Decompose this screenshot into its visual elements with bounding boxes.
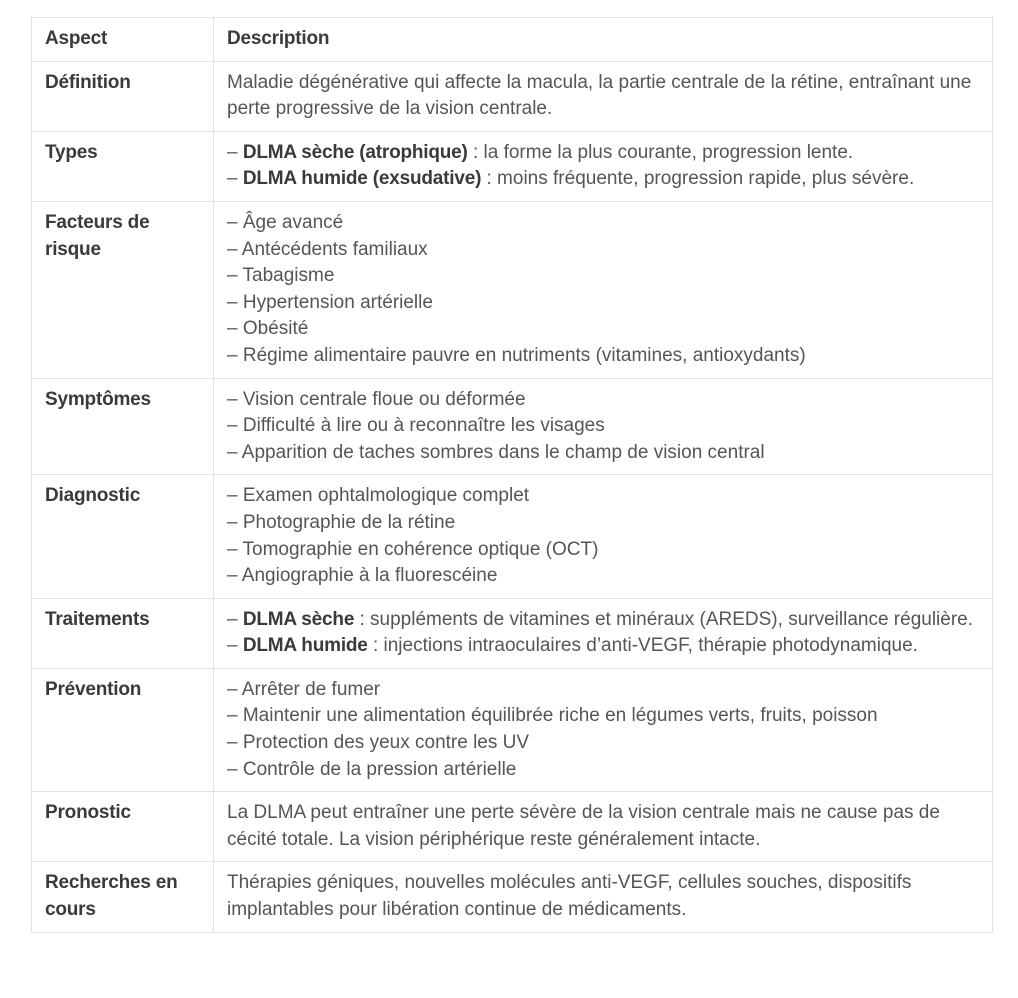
description-line — [227, 607, 979, 634]
row-description — [214, 475, 993, 598]
line-text: – Antécédents familiaux — [227, 238, 428, 260]
row-aspect: Traitements — [32, 598, 214, 668]
table-row — [32, 61, 993, 131]
line-text: – Maintenir une alimentation équilibrée riche en légumes verts, fruits, poisson — [227, 705, 878, 727]
line-text: : suppléments de vitamines et minéraux (AREDS), surveillance régulière. — [354, 608, 974, 630]
table-row — [32, 598, 993, 668]
line-dash: – — [227, 141, 243, 163]
line-text: : la forme la plus courante, progression lente. — [467, 141, 854, 163]
row-description — [214, 598, 993, 668]
description-line — [227, 730, 979, 757]
header-aspect: Aspect — [32, 18, 214, 62]
description-line — [227, 510, 979, 537]
line-text: – Angiographie à la fluorescéine — [227, 565, 498, 587]
line-text: – Examen ophtalmologique complet — [227, 485, 530, 507]
row-aspect: Pronostic — [32, 792, 214, 862]
line-bold-term: DLMA sèche — [242, 608, 355, 630]
description-line — [227, 440, 979, 467]
dlma-info-table — [31, 17, 993, 933]
line-dash: – — [227, 168, 243, 190]
line-text: – Régime alimentaire pauvre en nutriments (vitamines, antioxydants) — [227, 344, 806, 366]
row-aspect: Diagnostic — [32, 475, 214, 598]
description-line — [227, 316, 979, 343]
row-aspect: Prévention — [32, 668, 214, 791]
line-text: Maladie dégénérative qui affecte la macula, la partie centrale de la rétine, entraînant une perte progressive de la vision centrale. — [227, 71, 972, 120]
row-description — [214, 378, 993, 475]
line-dash: – — [227, 635, 243, 657]
table-row — [32, 792, 993, 862]
line-text: – Contrôle de la pression artérielle — [227, 758, 517, 780]
line-text: – Tabagisme — [227, 265, 335, 287]
description-line — [227, 140, 979, 167]
description-line — [227, 483, 979, 510]
table-row — [32, 201, 993, 378]
description-line — [227, 870, 979, 923]
row-aspect: Facteurs de risque — [32, 201, 214, 378]
row-description — [214, 201, 993, 378]
table-row — [32, 475, 993, 598]
line-text: – Photographie de la rétine — [227, 511, 456, 533]
description-line — [227, 343, 979, 370]
header-row — [32, 18, 993, 62]
description-line — [227, 703, 979, 730]
line-bold-term: DLMA humide — [242, 635, 368, 657]
description-line — [227, 677, 979, 704]
row-description — [214, 792, 993, 862]
line-text: La DLMA peut entraîner une perte sévère de la vision centrale mais ne cause pas de cécité totale. La vision périphérique reste généralement intacte. — [227, 802, 940, 850]
row-aspect: Symptômes — [32, 378, 214, 475]
row-aspect: Recherches en cours — [32, 862, 214, 932]
line-text: – Arrêter de fumer — [227, 678, 381, 700]
description-line — [227, 237, 979, 264]
line-text: – Âge avancé — [227, 211, 344, 233]
line-text: Thérapies géniques, nouvelles molécules anti-VEGF, cellules souches, dispositifs implantables pour libération continue de médicaments. — [227, 872, 912, 921]
table-row — [32, 378, 993, 475]
row-description — [214, 131, 993, 201]
description-line — [227, 413, 979, 440]
line-text: – Obésité — [227, 318, 309, 340]
table-header — [32, 18, 993, 62]
row-description — [214, 61, 993, 131]
line-text: – Difficulté à lire ou à reconnaître les visages — [227, 415, 605, 437]
line-bold-term: DLMA humide (exsudative) — [242, 168, 482, 190]
line-text: – Protection des yeux contre les UV — [227, 732, 530, 754]
line-text: : injections intraoculaires d’anti-VEGF, thérapie photodynamique. — [367, 635, 918, 657]
description-line — [227, 70, 979, 123]
line-text: – Vision centrale floue ou déformée — [227, 388, 526, 410]
info-table-container — [31, 17, 992, 933]
description-line — [227, 263, 979, 290]
line-text: – Hypertension artérielle — [227, 291, 433, 313]
description-line — [227, 800, 979, 853]
description-line — [227, 210, 979, 237]
row-description — [214, 862, 993, 932]
line-text: – Tomographie en cohérence optique (OCT) — [227, 538, 599, 560]
description-line — [227, 290, 979, 317]
line-bold-term: DLMA sèche (atrophique) — [242, 141, 468, 163]
description-line — [227, 537, 979, 564]
row-description — [214, 668, 993, 791]
description-line — [227, 563, 979, 590]
table-row — [32, 862, 993, 932]
table-row — [32, 668, 993, 791]
line-text: – Apparition de taches sombres dans le champ de vision central — [227, 441, 765, 463]
description-line — [227, 757, 979, 784]
line-dash: – — [227, 608, 243, 630]
description-line — [227, 166, 979, 193]
header-description: Description — [214, 18, 993, 62]
table-row — [32, 131, 993, 201]
row-aspect: Définition — [32, 61, 214, 131]
table-body — [32, 61, 993, 932]
line-text: : moins fréquente, progression rapide, plus sévère. — [481, 168, 915, 190]
row-aspect: Types — [32, 131, 214, 201]
description-line — [227, 387, 979, 414]
description-line — [227, 633, 979, 660]
